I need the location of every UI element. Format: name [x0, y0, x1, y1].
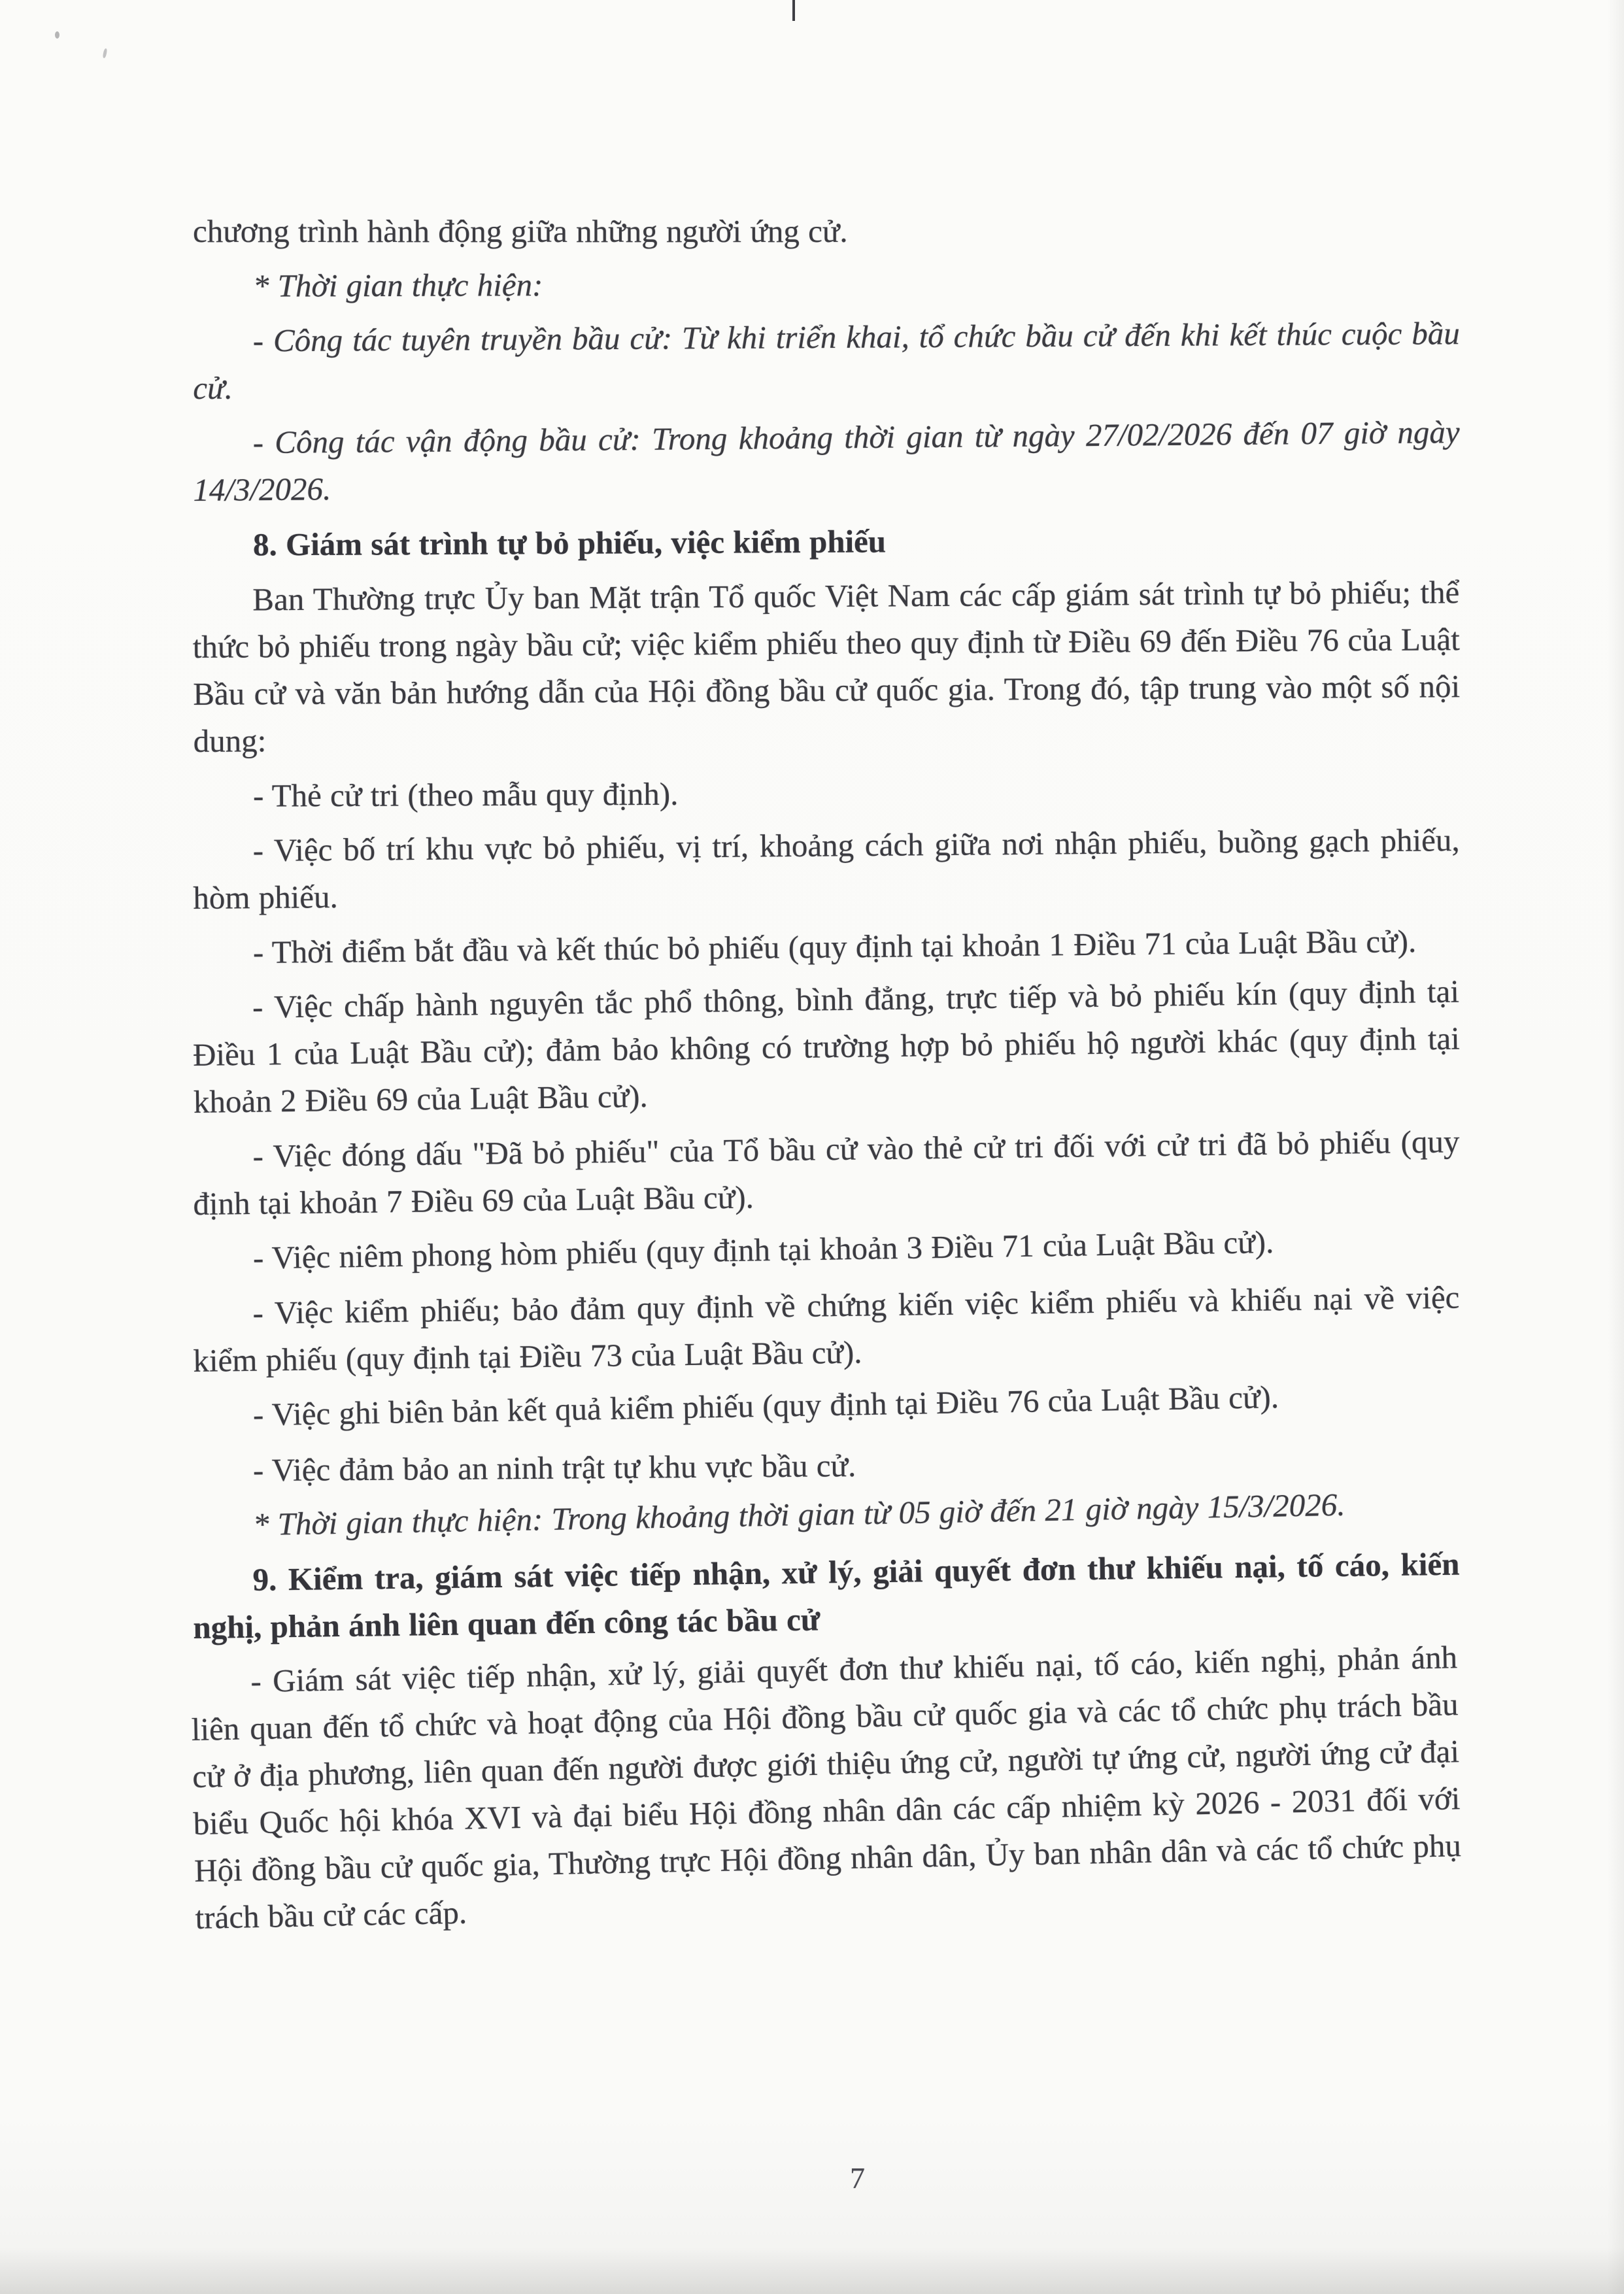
page-number: 7 [850, 2161, 865, 2195]
list-item: - Việc ghi biên bản kết quả kiểm phiếu (quy định tại Điều 76 của Luật Bầu cử). [252, 1379, 1279, 1433]
paragraph: - Giám sát việc tiếp nhận, xử lý, giải quyết đơn thư khiếu nại, tố cáo, kiến nghị, phản ánh liên quan đến tổ chức và hoạt động của Hội đồng bầu cử quốc gia và các tổ chức phụ trách bầu cử ở địa phương, liên quan đến người được giới thiệu ứng cử, người tự ứng cử, người ứng cử đại biểu Quốc hội khóa XVI và đại biểu Hội đồng nhân dân các cấp nhiệm kỳ 2026 - 2031 đối với Hội đồng bầu cử quốc gia, Thường trực Hội đồng nhân dân, Ủy ban nhân dân và các tổ chức phụ trách bầu cử các cấp. [191, 1639, 1462, 1936]
section-8-heading: 8. Giám sát trình tự bỏ phiếu, việc kiểm phiếu [252, 523, 887, 563]
list-item: - Việc đóng dấu "Đã bỏ phiếu" của Tổ bầu cử vào thẻ cử tri đối với cử tri đã bỏ phiếu (quy định tại khoản 7 Điều 69 của Luật Bầu cử). [193, 1123, 1460, 1222]
scan-artifact-speck [55, 31, 59, 39]
time-note-heading: * Thời gian thực hiện: [252, 267, 543, 304]
list-item: - Việc bố trí khu vực bỏ phiếu, vị trí, khoảng cách giữa nơi nhận phiếu, buồng gạch phiếu, hòm phiếu. [193, 822, 1460, 916]
list-item: - Việc kiểm phiếu; bảo đảm quy định về chứng kiến việc kiểm phiếu và khiếu nại về việc kiểm phiếu (quy định tại Điều 73 của Luật Bầu cử). [193, 1279, 1460, 1379]
paragraph-continuation: chương trình hành động giữa những người ứng cử. [193, 213, 848, 249]
list-item: - Việc đảm bảo an ninh trật tự khu vực bầu cử. [252, 1447, 856, 1489]
list-item: - Thẻ cử tri (theo mẫu quy định). [252, 775, 679, 814]
list-item: - Công tác vận động bầu cử: Trong khoảng thời gian từ ngày 27/02/2026 đến 07 giờ ngày 14/3/2026. [193, 414, 1460, 508]
list-item: - Việc chấp hành nguyên tắc phổ thông, bình đẳng, trực tiếp và bỏ phiếu kín (quy định tại Điều 1 của Luật Bầu cử); đảm bảo không có trường hợp bỏ phiếu hộ người khác (quy định tại khoản 2 Điều 69 của Luật Bầu cử). [192, 973, 1461, 1120]
scan-artifact-top-tick [792, 0, 795, 21]
scan-artifact-speck [102, 48, 107, 59]
section-9-heading: 9. Kiểm tra, giám sát việc tiếp nhận, xử lý, giải quyết đơn thư khiếu nại, tố cáo, kiến nghị, phản ánh liên quan đến công tác bầu cử [193, 1545, 1460, 1645]
document-body [193, 208, 1460, 1949]
scan-bottom-shading [0, 2247, 1624, 2294]
paragraph: Ban Thường trực Ủy ban Mặt trận Tổ quốc Việt Nam các cấp giám sát trình tự bỏ phiếu; thể thức bỏ phiếu trong ngày bầu cử; việc kiểm phiếu theo quy định từ Điều 69 đến Điều 76 của Luật Bầu cử và văn bản hướng dẫn của Hội đồng bầu cử quốc gia. Trong đó, tập trung vào một số nội dung: [192, 574, 1461, 759]
list-item: - Thời điểm bắt đầu và kết thúc bỏ phiếu (quy định tại khoản 1 Điều 71 của Luật Bầu cử). [252, 923, 1417, 971]
list-item: - Việc niêm phong hòm phiếu (quy định tại khoản 3 Điều 71 của Luật Bầu cử). [252, 1224, 1274, 1276]
time-note: * Thời gian thực hiện: Trong khoảng thời gian từ 05 giờ đến 21 giờ ngày 15/3/2026. [252, 1486, 1345, 1543]
scan-edge-shading [1607, 0, 1624, 2294]
list-item: - Công tác tuyên truyền bầu cử: Từ khi triển khai, tổ chức bầu cử đến khi kết thúc cuộc bầu cử. [193, 315, 1460, 406]
